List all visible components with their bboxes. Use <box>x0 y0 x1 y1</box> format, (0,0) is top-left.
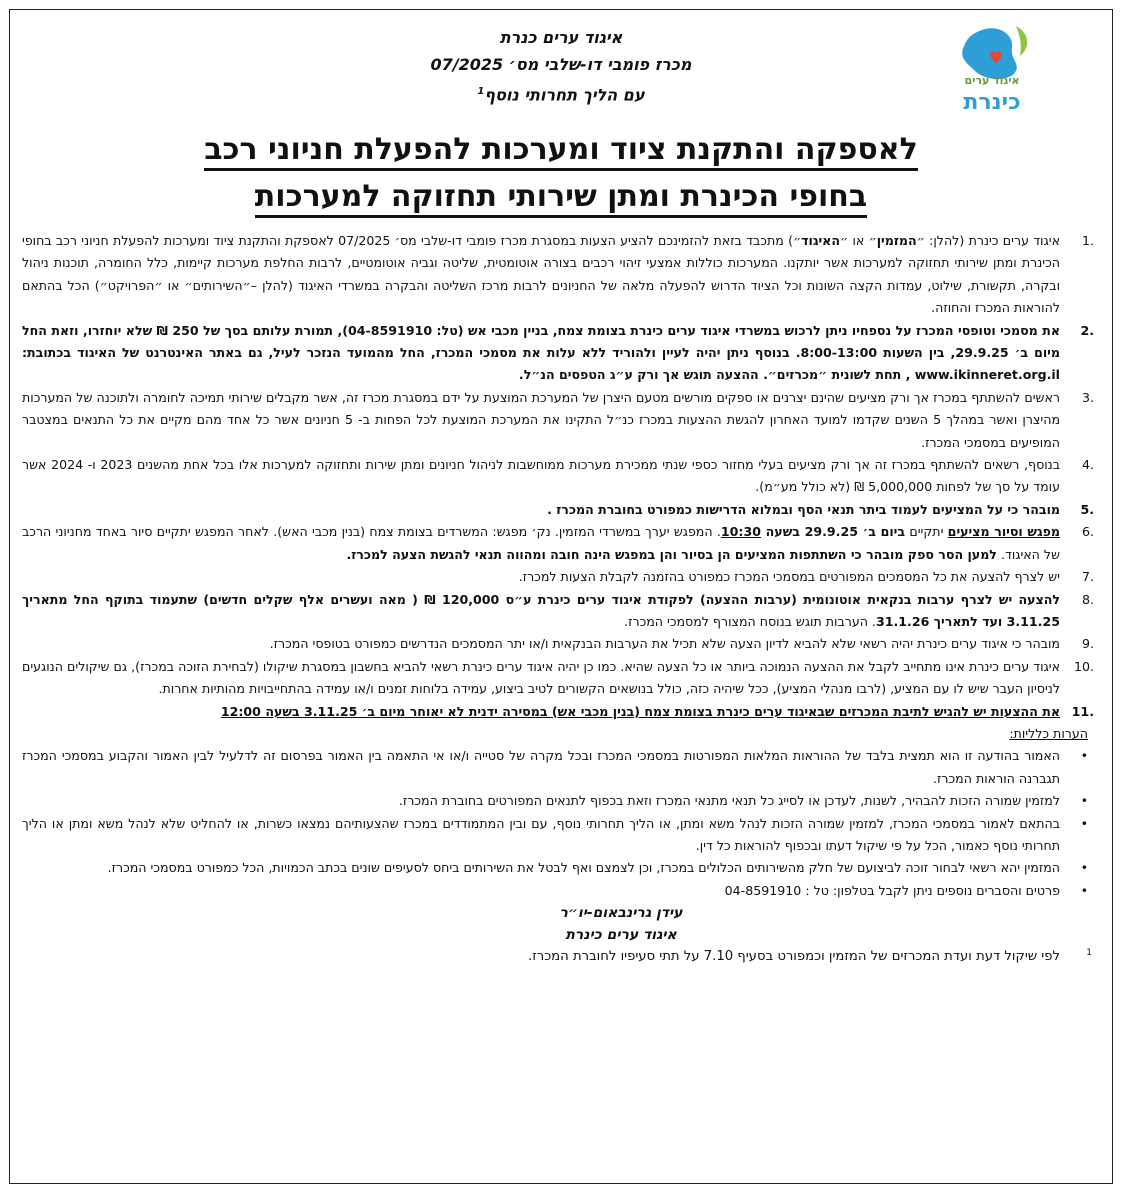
clause-1 <box>22 230 1100 320</box>
clause-term-bold: המזמין <box>876 233 917 248</box>
clause-text: . המפגש יערך במשרדי המזמין. נק׳ מפגש: המשרדים בצומת צמח (בנין מכבי האש). לאחר המפגש יתקיים סיור באחד מחניוני הרכב של האיגוד. <box>22 524 1060 562</box>
kinneret-logo <box>942 24 1042 124</box>
clause-text: ביום ב׳ 29.9.25 בשעה <box>760 524 906 540</box>
clause-text: ״) מתכבד בזאת להזמינכם להציע הצעות במסגרת מכרז פומבי דו-שלבי מס׳ 07/2025 לאספקת והתקנת ציוד ומערכות להפעלת חניוני רכב בחופי הכינרת ומתן שירותי תחזוקה למערכות אשר יותקנו. המערכות כוללות אמצעי זיהוי רכבים בצורה אוטומטית, שליטה וגביה אוטומטיים, לרבות החלפת מערכות קיימות, כלל החומרה, תוכנות ניהול ובקרה, תקשורת, שילוט, עמדות הקצה השונות וכל הציוד הדרוש להפעלה מלאה של החניונים לרבות מרכז השליטה והבקרה במשרדי האיגוד (להלן –״השירותים״ או ״הפרויקט״) הכל בהתאם להוראות המכרז והחוזה. <box>22 233 1060 316</box>
clause-number: .4 <box>1081 457 1094 473</box>
clause-text: איגוד ערים כינרת (להלן: ״ <box>916 233 1060 248</box>
tender-notice <box>9 9 1113 1184</box>
clause-term-bold: האיגוד <box>801 233 841 248</box>
clause-number: .2 <box>1080 322 1094 338</box>
clause-text: מובהר כי איגוד ערים כינרת יהיה רשאי שלא להביא לדיון הצעה שלא תכיל את הערבות הבנקאית ו/או יתר המסמכים הנדרשים כמפורט בטופסי המכרז. <box>269 636 1060 652</box>
meeting-time: 10:30 <box>720 524 761 540</box>
general-note: • האמור בהודעה זו הוא תמצית בלבד של ההוראות המלאות המפורטות במסמכי המכרז ובכל מקרה של סטייה ו/או אי התאמה בין האמור בפרסום זה לדלעיל לבין האמור והקבוע במסמכי המכרז תגברנה הוראות המכרז. <box>22 745 1100 790</box>
clause-number: .9 <box>1081 636 1094 652</box>
clause-number: .1 <box>1081 233 1094 248</box>
clause-number: .8 <box>1081 591 1094 607</box>
clause-2 <box>22 320 1100 387</box>
clause-number: .5 <box>1080 501 1094 517</box>
clause-text: יתקיים <box>905 524 948 540</box>
clause-4 <box>22 454 1100 499</box>
clause-text: את מסמכי וטופסי המכרז על נספחיו ניתן לרכוש במשרדי איגוד ערים כינרת בצומת צמח, בניין מכבי אש (טל: 04-8591910), תמורת עלותם בסך של 250 ₪ שלא יוחזרו, וזאת החל מיום ב׳ 29.9.25, בין השעות 8:00-13:00. בנוסף ניתן יהיה לעיין ולהוריד ללא עלות את מסמכי המכרז, החל מהמועד הנזכר לעיל, גם באתר האינטרנט של האיגוד בכתובת: www.ikinneret.org.il , תחת לשונית ״מכרזים״. ההצעה תוגש אך ורק ע״ג הטפסים הנ״ל. <box>22 322 1061 383</box>
clause-5 <box>22 499 1100 521</box>
general-notes-title: הערות כלליות: <box>1009 725 1088 741</box>
tender-number: מכרז פומבי דו-שלבי מס׳ 07/2025 <box>430 55 692 74</box>
clause-text: בנוסף, רשאים להשתתף במכרז זה אך ורק מציעים בעלי מחזור כספי שנתי ממכירת מערכות ממוחשבות לניהול חניונים ומתן שירות ותחזוקה למערכות אלו בכל אחת מהשנים 2023 ו- 2024 אשר עומד על סך של לפחות 5,000,000 ₪ (לא כולל מע״מ). <box>22 457 1060 495</box>
signatory-name: עידן גרינבאום-יו״ר <box>559 905 683 922</box>
footnote-mark: 1 <box>1086 948 1092 959</box>
clause-9 <box>22 633 1100 655</box>
footnote-text: לפי שיקול דעת ועדת המכרזים של המזמין וכמפורט בסעיף 7.10 על תתי סעיפיו לחוברת המכרז. <box>528 949 1060 965</box>
clause-text: מפגש וסיור מציעים <box>947 524 1060 540</box>
footnote <box>22 946 1100 968</box>
notice-body <box>22 230 1100 969</box>
main-title-line2-text: בחופי הכינרת ומתן שירותי תחזוקה למערכות <box>255 179 867 218</box>
signatory-org: איגוד ערים כינרת <box>565 927 677 944</box>
clause-3 <box>22 387 1100 454</box>
main-title-line2 <box>10 175 1112 219</box>
logo-wordmark: כינרת <box>963 90 1021 115</box>
clause-8 <box>22 589 1100 634</box>
clause-text: . הערבות תוגש בנוסח המצורף למסמכי המכרז. <box>624 613 876 629</box>
clause-number: .7 <box>1081 569 1094 585</box>
clause-text: ״ או ״ <box>840 233 877 248</box>
clause-text: יש לצרף להצעה את כל המסמכים המפורטים במסמכי המכרז כמפורט בהזמנה לקבלת הצעות למכרז. <box>518 569 1060 585</box>
clause-text: את ההצעות יש להגיש לתיבת המכרזים שבאיגוד ערים כינרת בצומת צמח (בנין מכבי אש) במסירה ידנית לא יאוחר מיום ב׳ 3.11.25 בשעה 12:00 <box>220 703 1060 719</box>
clause-number: .11 <box>1071 703 1094 719</box>
logo-subtitle: איגוד ערים <box>964 74 1020 87</box>
general-note: • המזמין יהא רשאי לבחור זוכה לביצועם של חלק מהשירותים הכלולים במכרז, וכן לצמצם ואף לבטל את השירותים ביחס לסעיפים שונים בכתב הכמויות, הכל כמפורט במסמכי המכרז. <box>22 857 1100 879</box>
clause-text: למען הסר ספק מובהר כי השתתפות המציעים הן בסיור והן במפגש הינה חובה ומהווה תנאי להגשת הצעה למכרז. <box>346 546 997 562</box>
clause-7 <box>22 566 1100 588</box>
org-name: איגוד ערים כנרת <box>499 28 623 47</box>
clause-11 <box>22 701 1100 723</box>
clause-text: איגוד ערים כינרת אינו מתחייב לקבל את ההצעה הנמוכה ביותר או כל הצעה שהיא. כמו כן יהיה איגוד ערים כינרת רשאי להביא בחשבון במסגרת שיקולו (לבחירת הזוכה במכרז), גם שיקולים הנוגעים לניסיון העבר שיש לו עם המציע, (לרבו מנהלי המציע), ככל שיהיה כזה, כולל בנושאים הקשורים לטיב ביצוע, עמידה בלוחות זמנים ו/או עמידה בהתחייבויות מהותיות אחרות. <box>22 658 1060 697</box>
process-line-text: עם הליך תחרותי נוסף <box>484 85 645 105</box>
clause-6 <box>22 521 1100 566</box>
contact-line: • פרטים והסברים נוספים ניתן לקבל בטלפון: טל : 04-8591910 <box>22 880 1100 902</box>
main-title-line1 <box>10 128 1112 172</box>
clause-number: .6 <box>1081 524 1094 540</box>
clause-text: להצעה יש לצרף ערבות בנקאית אוטונומית (ערבות ההצעה) לפקודת איגוד ערים כינרת ע״ס 120,000 ₪ ( מאה ועשרים אלף שקלים חדשים) שתעמוד בתוקף החל מתאריך 3.11.25 ועד לתאריך 31.1.26 <box>22 591 1060 629</box>
clause-number: .10 <box>1073 658 1094 674</box>
signature-block <box>22 902 1100 946</box>
clause-number: .3 <box>1081 389 1094 405</box>
clause-10 <box>22 656 1100 701</box>
clause-text: ראשים להשתתף במכרז אך ורק מציעים שהינם יצרנים או ספקים מורשים מטעם היצרן של המערכת המוצעת על ידם במסגרת מכרז זה, אשר מקבלים שירותי תמיכה לחומרה ולתוכנה של המערכות מהיצרן ואשר במהלך 5 השנים שקדמו למועד האחרון להגשת ההצעות במכרז כנ״ל התקינו את המערכת המוצעת לכל הפחות ב- 5 חניונים אשר כל אחד מהם מקיים את כל התנאים במצטבר המופיעים במסמכי המכרז. <box>22 389 1060 450</box>
general-note: • למזמין שמורה הזכות להבהיר, לשנות, לעדכן או לסייג כל תנאי מתנאי המכרז וזאת בכפוף לתנאים המפורטים בחוברת המכרז. <box>22 790 1100 812</box>
general-note: • בהתאם לאמור במסמכי המכרז, למזמין שמורה הזכות לנהל משא ומתן, או הליך תחרותי נוסף, עם ובין המתמודדים במכרז שהצעותיהם נמצאו כשרות, או להחליט שלא לנהל משא ומתן או הליך תחרותי נוסף כאמור, הכל על פי שיקול דעתו ובכפוף להוראות כל דין. <box>22 813 1100 858</box>
footnote-ref: 1 <box>477 86 485 97</box>
clause-text: מובהר כי על המציעים לעמוד ביתר תנאי הסף ובמלוא הדרישות כמפורט בחוברת המכרז . <box>547 501 1060 517</box>
main-title-line1-text: לאספקה והתקנת ציוד ומערכות להפעלת חניוני רכב <box>204 132 917 171</box>
